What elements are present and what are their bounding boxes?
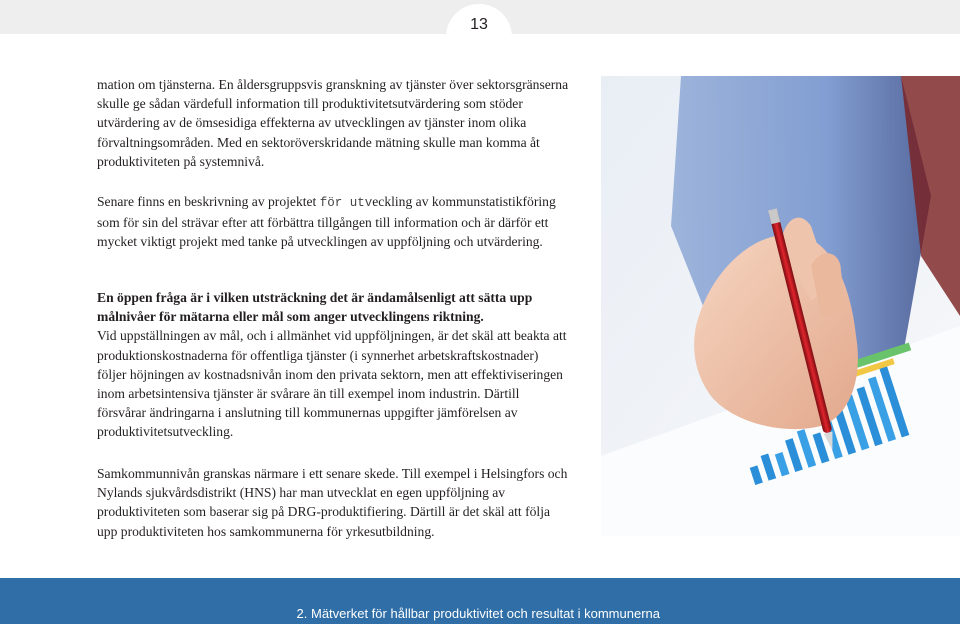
paragraph-3 [97, 288, 569, 442]
footer-chapter-title: 2. Mätverket för hållbar produktivitet och resultat i kommunerna [296, 606, 660, 621]
paragraph-2-text-start: Senare finns en beskrivning av projektet [97, 194, 320, 209]
page-number: 13 [470, 16, 488, 33]
paragraph-1-text: mation om tjänsterna. En åldersgruppsvis granskning av tjänster över sektorsgränserna skulle ge sådan värdefull information till produktivitetsutvärdering som stöder utvärdering av de ömsesidiga effekterna av utvecklingen av tjänster inom olika förvaltningsområden. Med en sektoröverskridande mätning skulle man komma åt produktiviteten på systemnivå. [97, 77, 569, 169]
paragraph-2 [97, 192, 569, 252]
paragraph-3-bold-question: En öppen fråga är i vilken utsträckning det är ändamålsenligt att sätta upp målnivåer för mätarna eller mål som anger utvecklingens riktning. [97, 290, 533, 325]
paragraph-2-text-end: eckling av kommunstatistikföring som för sin del strävar efter att förbättra tillgången till information och är därför ett mycket viktigt projekt med tanke på utvecklingen av uppföljning och utvärdering. [97, 194, 556, 250]
photo-illustration [601, 76, 960, 536]
paragraph-2-mono-fragment: för utv [319, 196, 373, 210]
paragraph-4 [97, 464, 569, 541]
paragraph-1 [97, 75, 569, 171]
paragraph-3-text: Vid uppställningen av mål, och i allmänhet vid uppföljningen, är det skäl att beakta att produktionskostnaderna för offentliga tjänster (i synnerhet arbetskraftskostnader) följer höjningen av kostnadsnivån inom den privata sektorn, men att effektiviseringen inom arbetsintensiva tjänster är svårare än till exempel inom industrin. Därtill försvårar ändringarna i anslutning till kommunernas uppgifter jämförelsen av produktivitetsutveckling. [97, 328, 567, 440]
page-number-tab [446, 4, 512, 66]
paragraph-4-text: Samkommunnivån granskas närmare i ett senare skede. Till exempel i Helsingfors och Nylands sjukvårdsdistrikt (HNS) har man utvecklat en egen uppföljning av produktiviteten som baserar sig på DRG-produktifiering. Därtill är det skäl att följa upp produktiviteten hos samkommunerna för yrkesutbildning. [97, 466, 568, 539]
hand-writing-pen-photo [601, 76, 960, 536]
